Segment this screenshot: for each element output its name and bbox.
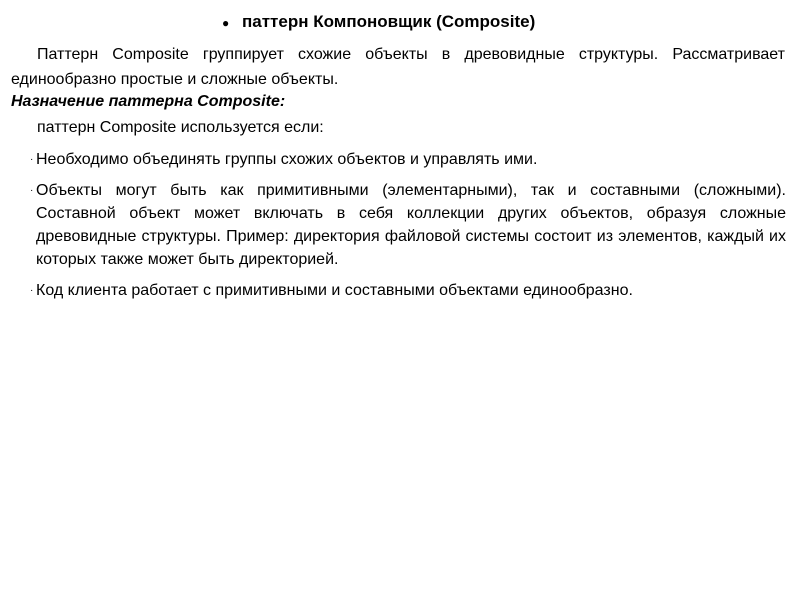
list-item-text: Код клиента работает с примитивными и составными объектами единообразно. (36, 282, 633, 299)
list-item (30, 279, 786, 302)
slide-title-text: паттерн Компоновщик (Composite) (242, 12, 536, 31)
title-bullet-icon: ● (222, 15, 230, 30)
list-bullet-icon: · (30, 185, 34, 196)
list-item-text: Необходимо объединять группы схожих объектов и управлять ими. (36, 151, 538, 168)
slide-title (222, 12, 535, 32)
list-item-text: Объекты могут быть как примитивными (элементарными), так и составными (сложными). Составной объект может включать в себя коллекции других объектов, образуя сложные древовидные структуры. Пример: директория файловой системы состоит из элементов, каждый их которых также может быть директорией. (36, 182, 786, 268)
list-bullet-icon: · (30, 285, 34, 296)
list-item (30, 179, 786, 271)
list-item (30, 148, 786, 171)
intro-paragraph: Паттерн Composite группирует схожие объекты в древовидные структуры. Рассматривает единообразно простые и сложные объекты. (11, 46, 785, 88)
purpose-heading: Назначение паттерна Composite: (11, 93, 286, 110)
conditions-list (30, 148, 786, 310)
uses-intro: паттерн Composite используется если: (37, 119, 324, 136)
list-bullet-icon: · (30, 154, 34, 165)
